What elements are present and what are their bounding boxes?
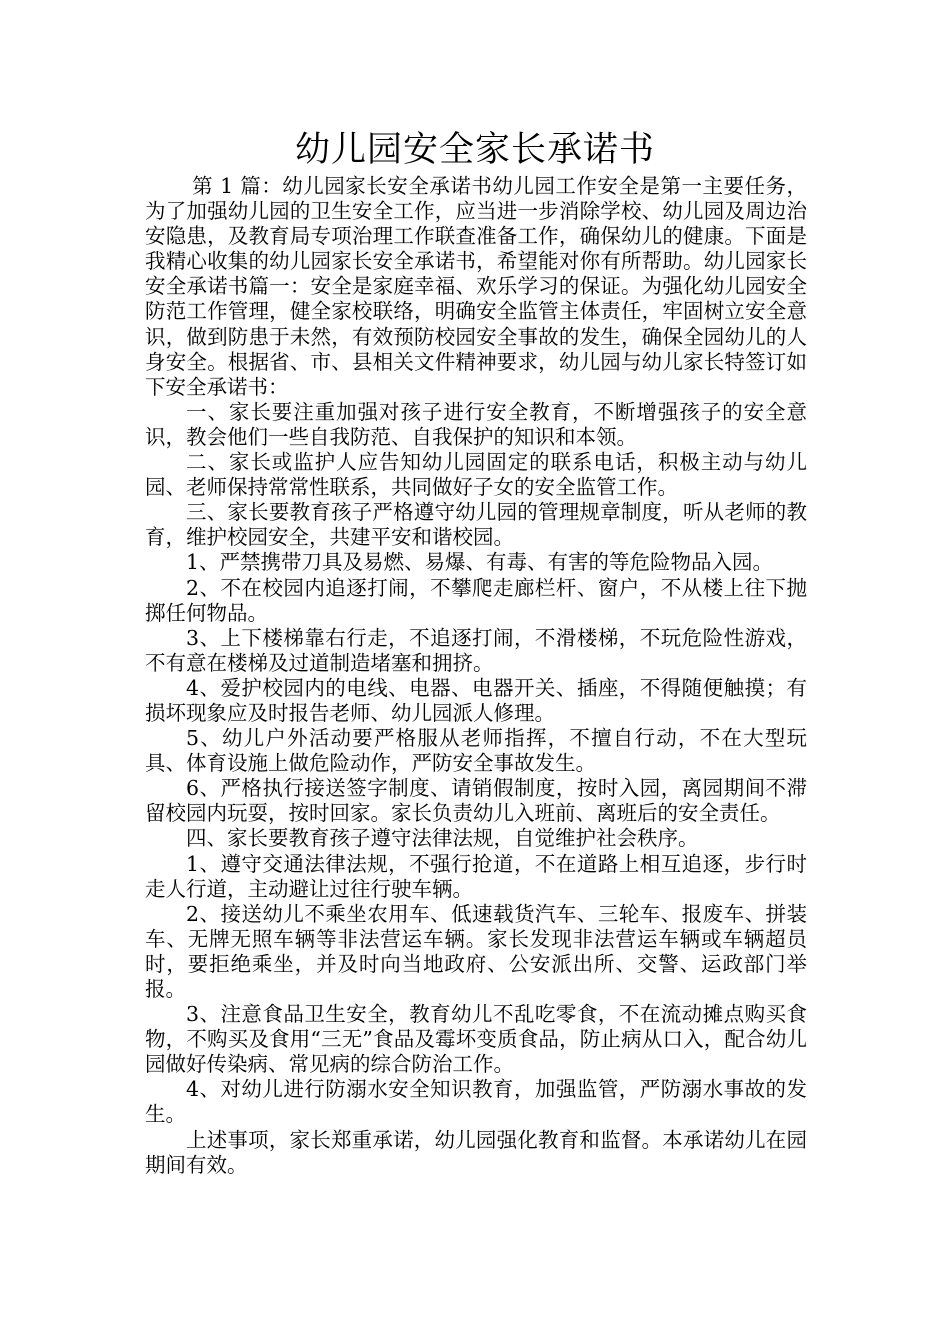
paragraph-subitem-3-2: 2、不在校园内追逐打闹，不攀爬走廊栏杆、窗户，不从楼上往下抛掷任何物品。 <box>145 575 807 625</box>
paragraph-intro: 第 1 篇：幼儿园家长安全承诺书幼儿园工作安全是第一主要任务，为了加强幼儿园的卫生安全工作，应当进一步消除学校、幼儿园及周边治安隐患，及教育局专项治理工作联查准备工作，确保幼儿的健康。下面是我精心收集的幼儿园家长安全承诺书，希望能对你有所帮助。幼儿园家长安全承诺书篇一：安全是家庭幸福、欢乐学习的保证。为强化幼儿园安全防范工作管理，健全家校联络，明确安全监管主体责任，牢固树立安全意识，做到防患于未然，有效预防校园安全事故的发生，确保全园幼儿的人身安全。根据省、市、县相关文件精神要求，幼儿园与幼儿家长特签订如下安全承诺书： <box>145 174 807 399</box>
paragraph-subitem-4-4: 4、对幼儿进行防溺水安全知识教育，加强监管，严防溺水事故的发生。 <box>145 1077 807 1127</box>
paragraph-item-4: 四、家长要教育孩子遵守法律法规，自觉维护社会秩序。 <box>186 826 699 851</box>
paragraph-subitem-3-5: 5、幼儿户外活动要严格服从老师指挥，不擅自行动，不在大型玩具、体育设施上做危险动作，严防安全事故发生。 <box>145 726 807 776</box>
document-title: 幼儿园安全家长承诺书 <box>294 130 655 170</box>
paragraph-item-1: 一、家长要注重加强对孩子进行安全教育，不断增强孩子的安全意识，教会他们一些自我防范、自我保护的知识和本领。 <box>145 399 807 449</box>
paragraph-subitem-4-2: 2、接送幼儿不乘坐农用车、低速载货汽车、三轮车、报废车、拼装车、无牌无照车辆等非法营运车辆。家长发现非法营运车辆或车辆超员时，要拒绝乘坐，并及时向当地政府、公安派出所、交警、运政部门举报。 <box>145 901 807 1001</box>
paragraph-item-2: 二、家长或监护人应告知幼儿园固定的联系电话，积极主动与幼儿园、老师保持常常性联系，共同做好子女的安全监管工作。 <box>145 450 807 500</box>
paragraph-subitem-3-6: 6、严格执行接送签字制度、请销假制度，按时入园，离园期间不滞留校园内玩耍，按时回家。家长负责幼儿入班前、离班后的安全责任。 <box>145 776 807 826</box>
paragraph-subitem-3-3: 3、上下楼梯靠右行走，不追逐打闹，不滑楼梯，不玩危险性游戏，不有意在楼梯及过道制造堵塞和拥挤。 <box>145 625 807 675</box>
paragraph-subitem-3-4: 4、爱护校园内的电线、电器、电器开关、插座，不得随便触摸；有损坏现象应及时报告老师、幼儿园派人修理。 <box>145 675 807 725</box>
document-body <box>145 174 807 1178</box>
paragraph-subitem-4-3: 3、注意食品卫生安全，教育幼儿不乱吃零食，不在流动摊点购买食物，不购买及食用“三无”食品及霉坏变质食品，防止病从口入，配合幼儿园做好传染病、常见病的综合防治工作。 <box>145 1002 807 1077</box>
paragraph-subitem-4-1: 1、遵守交通法律法规，不强行抢道，不在道路上相互追逐，步行时走人行道，主动避让过往行驶车辆。 <box>145 851 807 901</box>
paragraph-item-3: 三、家长要教育孩子严格遵守幼儿园的管理规章制度，听从老师的教育，维护校园安全，共建平安和谐校园。 <box>145 500 807 550</box>
paragraph-closing: 上述事项，家长郑重承诺，幼儿园强化教育和监督。本承诺幼儿在园期间有效。 <box>145 1127 807 1177</box>
paragraph-subitem-3-1: 1、严禁携带刀具及易燃、易爆、有毒、有害的等危险物品入园。 <box>186 550 774 575</box>
